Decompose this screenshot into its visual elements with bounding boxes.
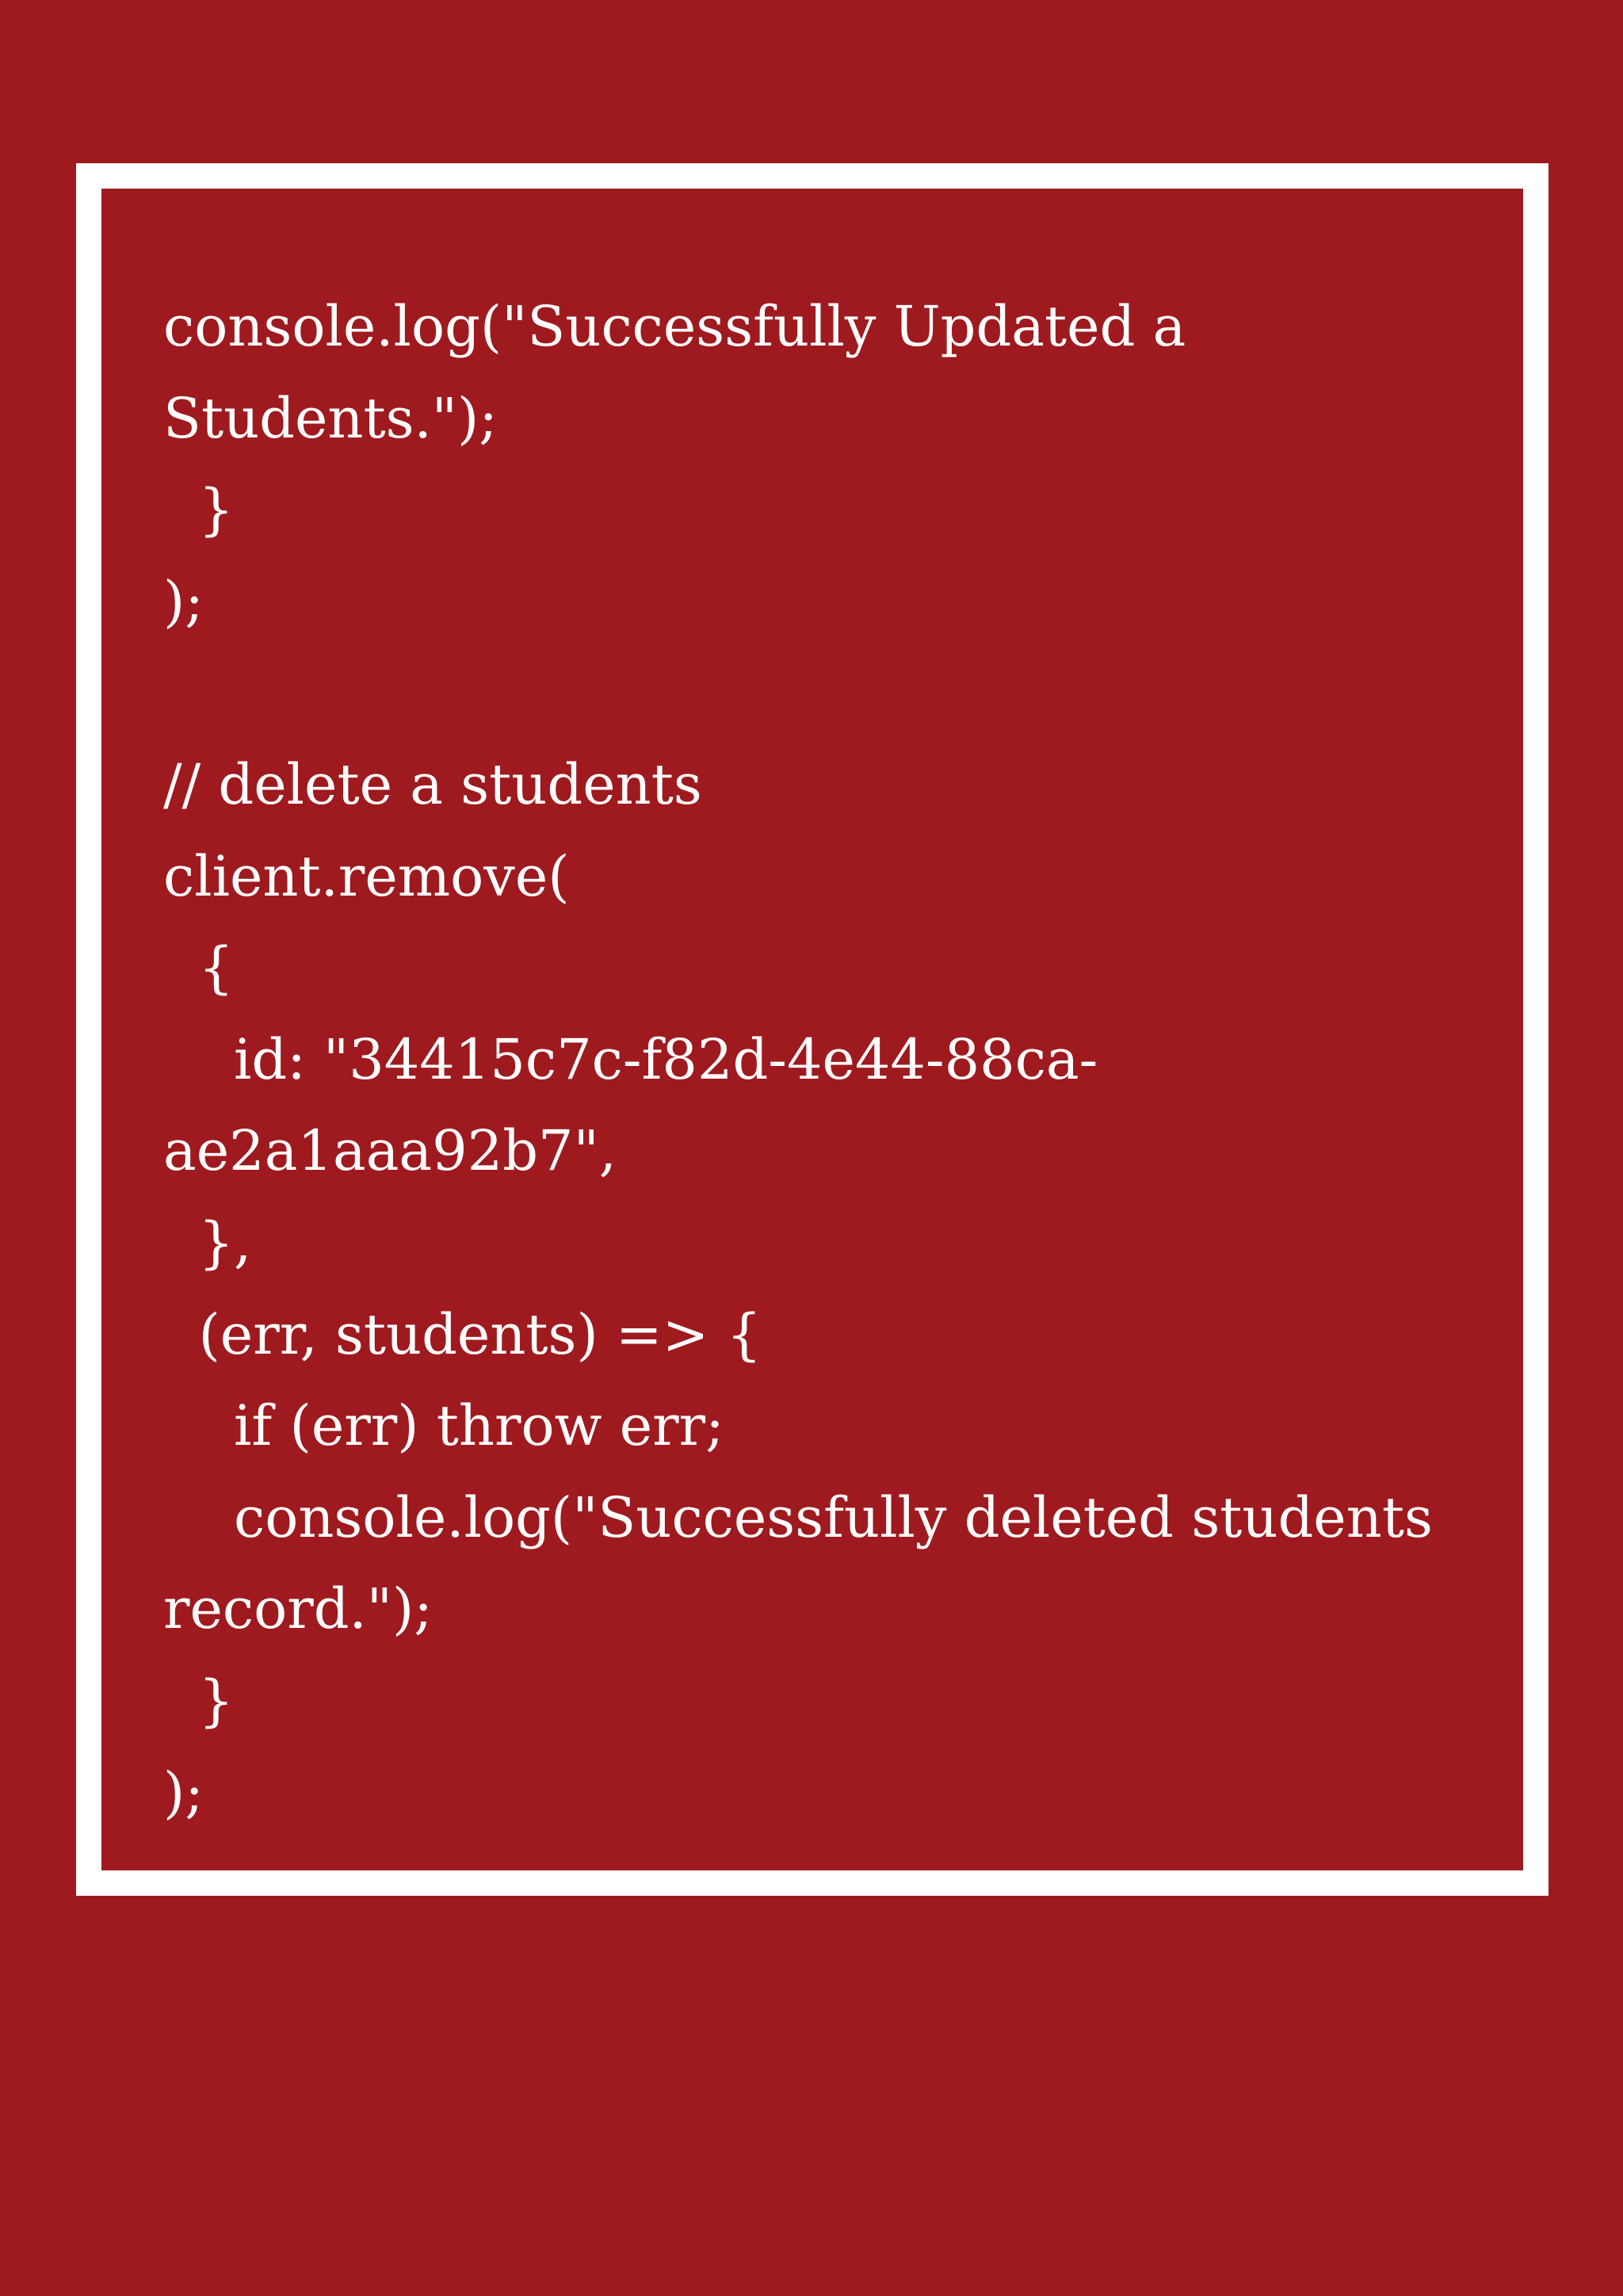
code-line: console.log("Successfully deleted students: [163, 1484, 1433, 1550]
code-line: },: [163, 1209, 252, 1275]
code-line: }: [163, 477, 235, 543]
code-snippet: [163, 281, 1510, 1839]
code-line: }: [163, 1668, 235, 1733]
code-line: [163, 648, 1510, 739]
code-line: ae2a1aaa92b7",: [163, 1118, 617, 1184]
code-line: record.");: [163, 1576, 433, 1642]
code-line: if (err) throw err;: [163, 1393, 724, 1459]
code-line: console.log("Successfully Updated a: [163, 294, 1186, 359]
code-line: );: [163, 1759, 204, 1825]
code-line: // delete a students: [163, 751, 702, 817]
code-line: );: [163, 568, 204, 634]
code-line: client.remove(: [163, 843, 570, 909]
code-line: id: "34415c7c-f82d-4e44-88ca-: [163, 1026, 1098, 1092]
code-line: Students.");: [163, 385, 498, 451]
code-line: {: [163, 935, 235, 1001]
code-line: (err, students) => {: [163, 1301, 762, 1367]
